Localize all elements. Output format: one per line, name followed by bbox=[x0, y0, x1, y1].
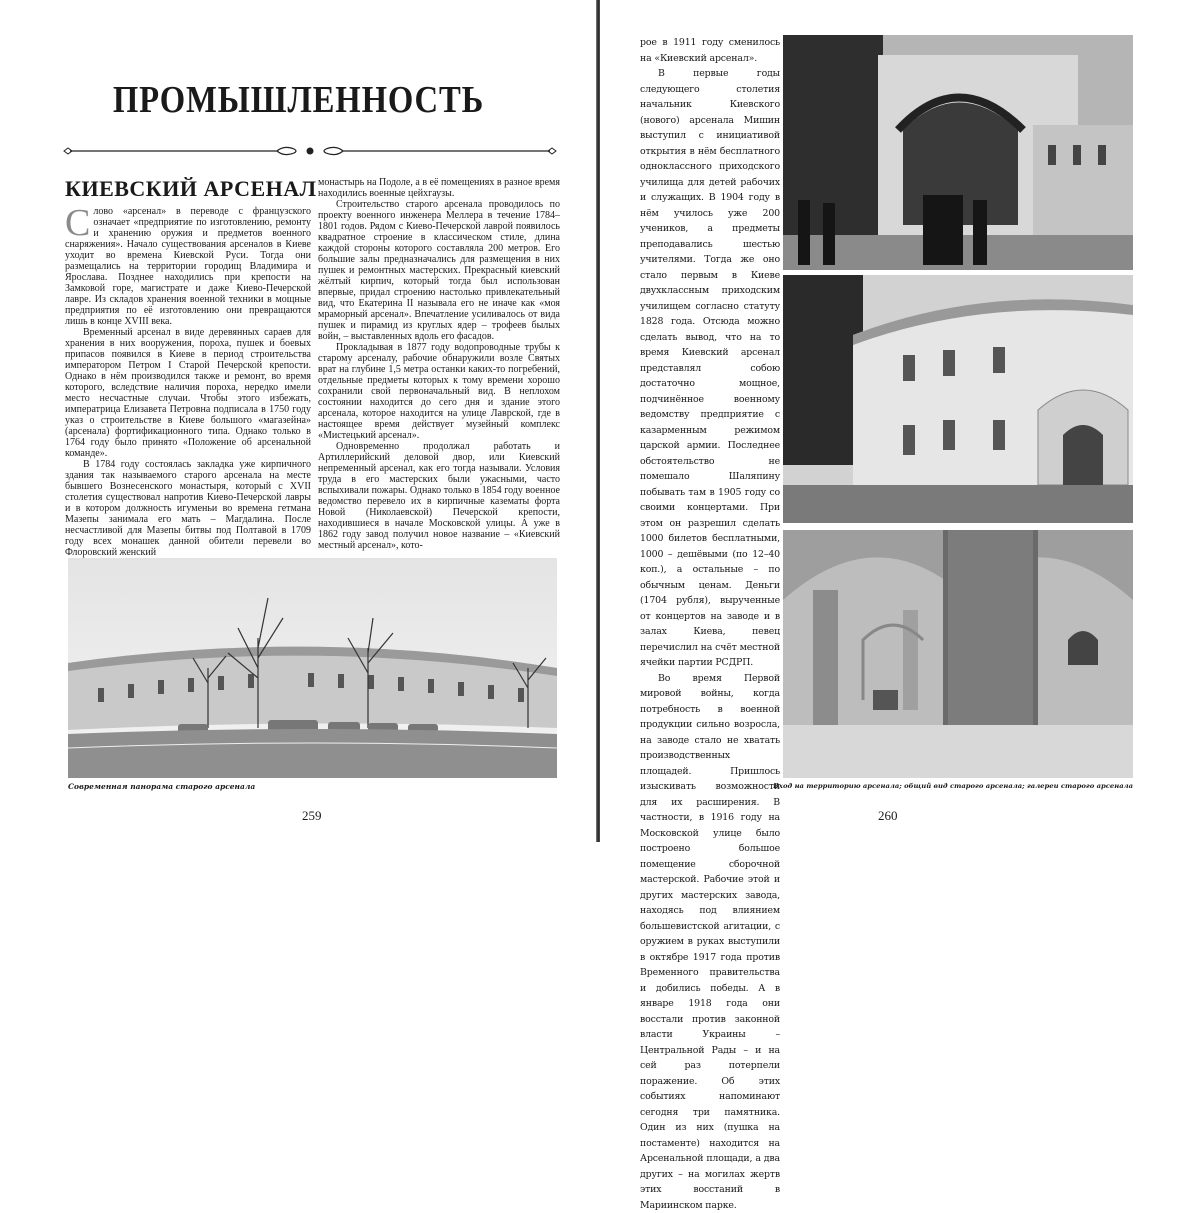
right-page bbox=[600, 0, 1200, 842]
photo-caption: Вход на территорию арсенала; общий вид старого арсенала; галереи старого арсенала bbox=[773, 782, 1133, 790]
paragraph: В 1784 году состоялась закладка уже кирпичного здания так называемого старого арсенала на месте бывшего Вознесенского монастыря, который с XVII столетия существовал напротив Киево-Печерской лавры и в котором должность игуменьи во времена гетмана Мазепы занимала его мать – Магдалина. После несчастливой для Мазепы битвы под Полтавой в 1709 году всех монашек данной обители перевели во Флоровский женский bbox=[65, 459, 311, 558]
photo-old-arsenal-building bbox=[783, 275, 1133, 523]
photo-caption: Современная панорама старого арсенала bbox=[68, 782, 255, 791]
paragraph: Строительство старого арсенала проводилось по проекту военного инженера Меллера в течение 1784–1801 годов. Рядом с Киево-Печерской лаврой появилось квадратное строение в классическом стиле, длина каждой стороны которого составляла 200 метров. Его большие залы предназначались для размещения в них пушек и ремонтных мастерских. Прекрасный киевский жёлтый кирпич, который тогда был использован впервые, придал строению настолько привлекательный вид, что Екатерина II называла его не иначе как «моя мраморный арсенал». Впечатление усиливалось от вида пушек и пирамид из круглых ядер – трофеев былых войн, – выставленных вдоль его фасадов. bbox=[318, 199, 560, 342]
paragraph: рое в 1911 году сменилось на «Киевский арсенал». bbox=[640, 35, 780, 66]
text-column-1 bbox=[65, 206, 311, 558]
text-column-2 bbox=[318, 177, 560, 551]
section-title: КИЕВСКИЙ АРСЕНАЛ bbox=[65, 176, 317, 202]
paragraph: Временный арсенал в виде деревянных сараев для хранения в них вооружения, пороха, пушек и боевых припасов появился в Киеве в период строительства императором Петром I Старой Печерской крепости. Однако в нём производился также и ремонт, во время которого, вследствие наличия пороха, нередко имели место несчастные случаи. Чтобы этого избежать, императрица Елизавета Петровна подписала в 1750 году указ о строительстве в Киеве большого «магазейна» (арсенала) фортификационного типа. Однако только в 1764 году было принято «Положение об арсенальной команде». bbox=[65, 327, 311, 459]
photo-arsenal-panorama bbox=[68, 558, 557, 778]
page-number: 260 bbox=[878, 808, 898, 824]
paragraph: Во время Первой мировой войны, когда потребность в военной продукции сильно возросла, на заводе стало не хватать производственных площадей. Пришлось изыскивать возможности для их расширения. В частности, в 1916 году на Московской улице было построено большое помещение сборочной мастерской. Рабочие этой и других мастерских завода, находясь под влиянием большевистской агитации, с оружием в руках выступили в октябре 1917 года против Временного правительства и добились победы. А в январе 1918 года они восстали против законной власти Украины – Центральной Рады – и на сей раз потерпели поражение. Об этих событиях напоминают сегодня три памятника. Один из них (пушка на постаменте) находится на Арсенальной площади, а два других – на могилах жертв этих восстаний в Мариинском парке. bbox=[640, 671, 780, 1213]
photo-arsenal-gate bbox=[783, 35, 1133, 270]
chapter-title: ПРОМЫШЛЕННОСТЬ bbox=[42, 78, 555, 122]
paragraph: лово «арсенал» в переводе с французского означает «предприятие по изготовлению, ремонту и хранению оружия и предметов военного снаряжения». Начало существования арсеналов в Киеве уходит во времена Киевской Руси. Тогда они размещались на территории городищ Владимира и Ярослава. Позднее находились при крепости на Замковой горе, магистрате и даже Киево-Печерской лавре. Из складов хранения военной техники в мощные предприятия по её изготовлению они превращаются лишь в конце XVIII века. bbox=[65, 206, 311, 327]
left-page bbox=[0, 0, 597, 842]
page-number: 259 bbox=[302, 808, 322, 824]
drop-cap: С bbox=[65, 207, 90, 239]
paragraph: Прокладывая в 1877 году водопроводные трубы к старому арсеналу, рабочие обнаружили возле Святых врат на глубине 1,5 метра останки каких-то погребений, отдельные предметы которых к тому времени хорошо сохранили свой первоначальный вид. В неплохом состоянии находится до сего дня и здание этого арсенала, которое находится на улице Лаврской, где в настоящее время действует музейный комплекс «Мистецький арсенал». bbox=[318, 342, 560, 441]
text-column bbox=[640, 35, 780, 1213]
paragraph: монастырь на Подоле, а в её помещениях в разное время находились военные цейхгаузы. bbox=[318, 177, 560, 199]
photo-arsenal-galleries bbox=[783, 530, 1133, 778]
ornamental-divider bbox=[62, 143, 558, 159]
paragraph: В первые годы следующего столетия начальник Киевского (нового) арсенала Мишин выступил с инициативой открытия в нём бесплатного одноклассного приходского училища для детей рабочих и служащих. В 1904 году в нём училось уже 200 учеников, а предметы преподавались шестью учителями. Тогда же оно стало первым в Киеве двухклассным приходским училищем согласно статуту 1828 года. Отсюда можно сделать вывод, что на то время Киевский арсенал представлял собою достаточно мощное, подчинённое военному ведомству предприятие с казарменным режимом царской армии. Последнее обстоятельство не помешало Шаляпину побывать там в 1905 году со своими концертами. При этом он разрешил сделать 1000 билетов бесплатными, 1000 – дешёвыми (по 12–40 коп.), а остальные – по обычным ценам. Деньги (1704 рубля), вырученные от концертов на заводе и в залах Киева, певец перечислил на счёт местной ячейки партии РСДРП. bbox=[640, 66, 780, 671]
paragraph: Одновременно продолжал работать и Артиллерийский деловой двор, или Киевский непременный арсенал, как его тогда называли. Условия труда в его мастерских были ужасными, часто вспыхивали пожары. Однако только в 1854 году военное ведомство перевело их в кирпичные казематы форта Новой (Николаевской) Печерской крепости, находившиеся в начале Московской улицы. А уже в 1862 году завод получил новое название – «Киевский местный арсенал», кото- bbox=[318, 441, 560, 551]
